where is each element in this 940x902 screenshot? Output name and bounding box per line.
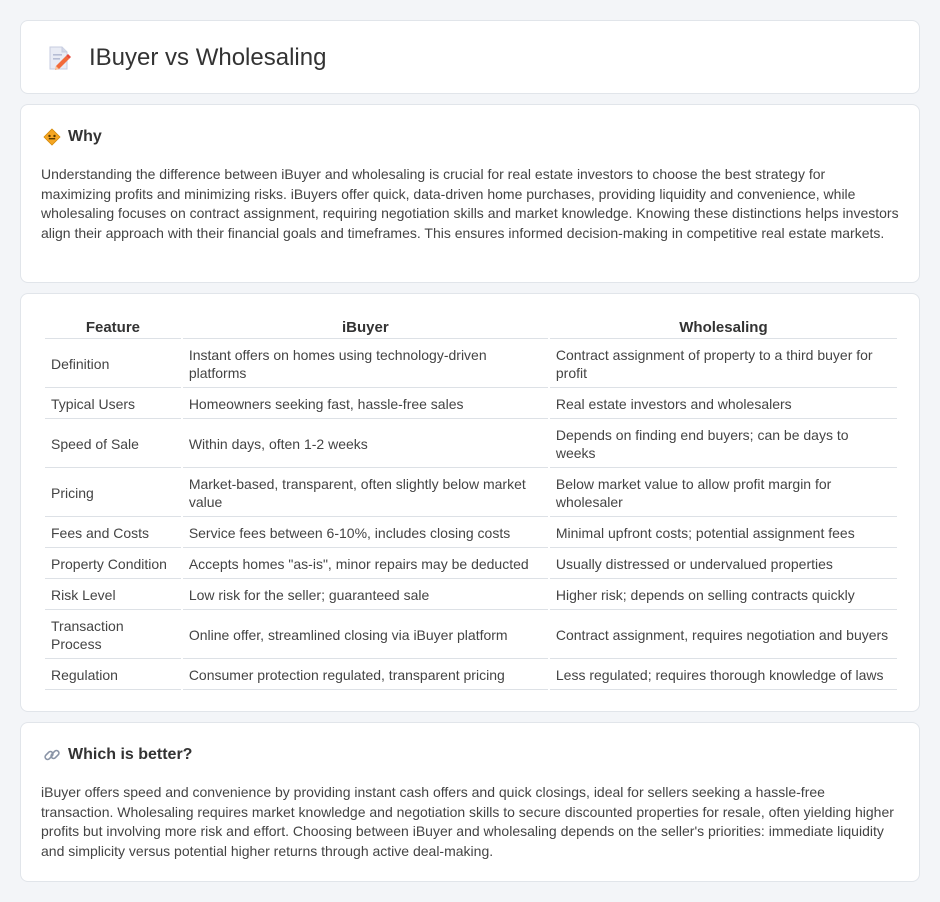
ibuyer-cell: Instant offers on homes using technology-driven platforms bbox=[183, 341, 548, 388]
table-header-row bbox=[45, 318, 897, 339]
feature-cell: Typical Users bbox=[45, 390, 181, 419]
table-row bbox=[45, 470, 897, 517]
wholesaling-cell: Usually distressed or undervalued properties bbox=[550, 550, 897, 579]
ibuyer-cell: Accepts homes "as-is", minor repairs may be deducted bbox=[183, 550, 548, 579]
page-title: IBuyer vs Wholesaling bbox=[89, 44, 327, 71]
ibuyer-cell: Consumer protection regulated, transparent pricing bbox=[183, 661, 548, 690]
document-edit-icon bbox=[45, 44, 73, 72]
wholesaling-cell: Below market value to allow profit margin for wholesaler bbox=[550, 470, 897, 517]
wholesaling-cell: Less regulated; requires thorough knowledge of laws bbox=[550, 661, 897, 690]
ibuyer-cell: Homeowners seeking fast, hassle-free sales bbox=[183, 390, 548, 419]
better-paragraph: iBuyer offers speed and convenience by providing instant cash offers and quick closings, ideal for sellers seeking a hassle-free transaction. Wholesaling requires market knowledge and negotiation skills to secure discounted properties for resale, often yielding higher profits but involving more risk and effort. Choosing between iBuyer and wholesaling depends on the seller's priorities: immediate liquidity and simplicity versus potential higher returns through active deal-making. bbox=[41, 784, 894, 859]
feature-cell: Speed of Sale bbox=[45, 421, 181, 468]
wholesaling-cell: Minimal upfront costs; potential assignment fees bbox=[550, 519, 897, 548]
wholesaling-cell: Real estate investors and wholesalers bbox=[550, 390, 897, 419]
why-title: Why bbox=[68, 128, 102, 145]
wholesaling-cell: Contract assignment of property to a third buyer for profit bbox=[550, 341, 897, 388]
why-paragraph: Understanding the difference between iBuyer and wholesaling is crucial for real estate investors to choose the best strategy for maximizing profits and minimizing risks. iBuyers offer quick, data-driven home purchases, providing liquidity and convenience, while wholesaling focuses on contract assignment, requiring negotiation skills and market knowledge. Knowing these distinctions helps investors align their approach with their financial goals and timeframes. This ensures informed decision-making in competitive real estate markets. bbox=[41, 166, 899, 241]
why-section bbox=[20, 104, 920, 283]
wholesaling-cell: Depends on finding end buyers; can be days to weeks bbox=[550, 421, 897, 468]
header-feature: Feature bbox=[45, 318, 181, 339]
table-row bbox=[45, 550, 897, 579]
comparison-section bbox=[20, 293, 920, 712]
ibuyer-cell: Online offer, streamlined closing via iBuyer platform bbox=[183, 612, 548, 659]
better-title: Which is better? bbox=[68, 746, 193, 763]
wholesaling-cell: Contract assignment, requires negotiation and buyers bbox=[550, 612, 897, 659]
table-row bbox=[45, 581, 897, 610]
table-row bbox=[45, 421, 897, 468]
feature-cell: Risk Level bbox=[45, 581, 181, 610]
feature-cell: Property Condition bbox=[45, 550, 181, 579]
ibuyer-cell: Market-based, transparent, often slightly below market value bbox=[183, 470, 548, 517]
header-wholesaling: Wholesaling bbox=[550, 318, 897, 339]
header-card bbox=[20, 20, 920, 94]
link-icon bbox=[43, 746, 61, 764]
feature-cell: Regulation bbox=[45, 661, 181, 690]
ibuyer-cell: Service fees between 6-10%, includes closing costs bbox=[183, 519, 548, 548]
comparison-table bbox=[43, 316, 899, 692]
table-row bbox=[45, 612, 897, 659]
ibuyer-cell: Within days, often 1-2 weeks bbox=[183, 421, 548, 468]
feature-cell: Definition bbox=[45, 341, 181, 388]
ibuyer-cell: Low risk for the seller; guaranteed sale bbox=[183, 581, 548, 610]
feature-cell: Fees and Costs bbox=[45, 519, 181, 548]
wholesaling-cell: Higher risk; depends on selling contracts quickly bbox=[550, 581, 897, 610]
warning-sign-icon bbox=[43, 128, 61, 146]
feature-cell: Pricing bbox=[45, 470, 181, 517]
table-row bbox=[45, 341, 897, 388]
table-row bbox=[45, 390, 897, 419]
which-is-better-section bbox=[20, 722, 920, 882]
feature-cell: Transaction Process bbox=[45, 612, 181, 659]
table-row bbox=[45, 519, 897, 548]
header-ibuyer: iBuyer bbox=[183, 318, 548, 339]
table-row bbox=[45, 661, 897, 690]
